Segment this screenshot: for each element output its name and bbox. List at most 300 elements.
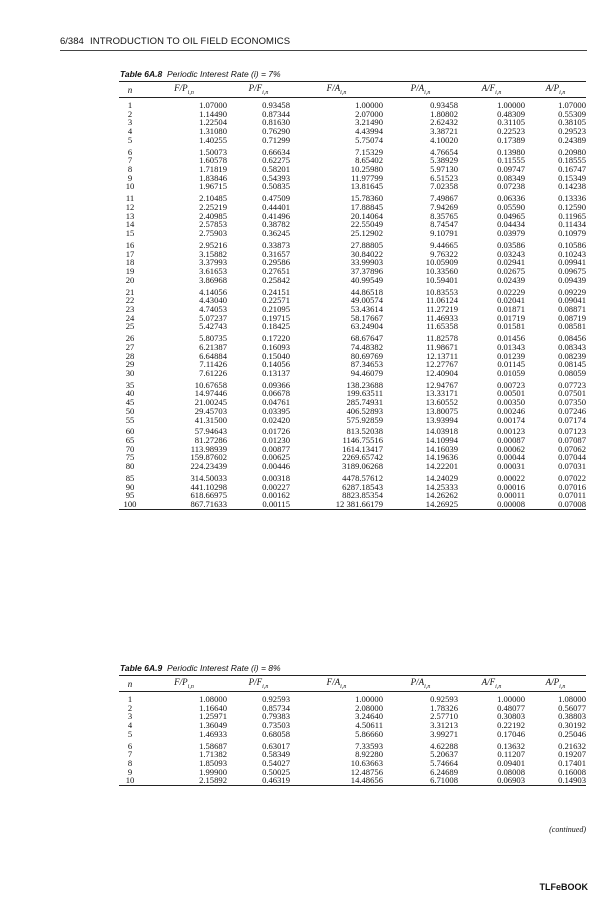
factor-cell: 44.86518 (350, 286, 383, 297)
factor-cell: 0.00625 (262, 452, 290, 463)
factor-cell: 0.85734 (262, 702, 290, 713)
factor-cell: 0.21632 (558, 740, 586, 751)
factor-cell: 40.99549 (350, 274, 383, 285)
factor-cell: 0.00008 (458, 500, 525, 509)
factor-cell: 0.00022 (497, 473, 525, 483)
factor-cell: 0.00446 (262, 461, 290, 472)
factor-cell: 1.08000 (558, 694, 586, 704)
factor-cell: 0.09229 (558, 286, 586, 297)
factor-cell: 25.12902 (350, 228, 383, 238)
factor-cell: 0.81630 (262, 117, 290, 128)
period-cell: 21 (125, 286, 135, 297)
factor-cell: 0.58349 (262, 749, 290, 760)
factor-cell: 0.19715 (262, 312, 290, 323)
factor-cell: 6.71008 (383, 776, 458, 785)
page-number: 6/384 (60, 36, 84, 47)
factor-cell: 0.01719 (497, 312, 525, 323)
factor-cell: 0.00174 (497, 414, 525, 425)
factor-cell: 17.88845 (350, 201, 383, 212)
factor-cell: 0.31657 (262, 248, 290, 259)
factor-cell: 6.21387 (199, 341, 227, 352)
factor-cell: 0.29586 (262, 257, 290, 268)
factor-cell: 10.59401 (425, 274, 458, 285)
period-cell: 1 (127, 694, 133, 704)
column-header: $A/P_{i,n}$ (525, 676, 586, 692)
factor-cell: 0.12590 (558, 201, 586, 212)
factor-cell: 8.65402 (355, 155, 383, 166)
period-cell: 5 (127, 134, 133, 145)
column-subscript: i,n (340, 89, 347, 96)
factor-cell: 0.07350 (558, 397, 586, 408)
factor-cell: 0.13632 (497, 740, 525, 751)
period-cell: 8 (127, 758, 133, 768)
column-header: $F/A_{i,n}$ (290, 676, 383, 692)
table-row (119, 182, 586, 191)
factor-cell: 0.07123 (558, 426, 586, 437)
factor-cell: 14.97446 (194, 388, 227, 399)
column-header: n (119, 676, 141, 692)
table-row (119, 416, 586, 425)
factor-cell: 53.43614 (350, 303, 383, 314)
factor-cell: 4.43040 (199, 295, 227, 306)
period-cell: 18 (125, 257, 135, 268)
factor-cell: 80.69769 (350, 350, 383, 361)
factor-cell: 0.48309 (497, 108, 525, 119)
factor-cell: 8.92280 (355, 749, 383, 760)
table-label: Table 6A.8 (120, 69, 163, 79)
period-cell: 100 (119, 500, 141, 509)
factor-cell: 9.10791 (430, 228, 458, 238)
factor-cell: 4.62288 (430, 740, 458, 751)
factor-cell: 7.61226 (199, 367, 227, 378)
factor-cell: 0.07031 (558, 461, 586, 472)
factor-cell: 0.02675 (497, 265, 525, 276)
factor-cell: 11.27219 (426, 303, 458, 314)
factor-cell: 0.62275 (262, 155, 290, 166)
period-cell: 4 (127, 126, 133, 137)
factor-cell: 0.11207 (497, 749, 525, 760)
factor-cell: 49.00574 (350, 295, 383, 306)
factor-cell: 0.54027 (262, 758, 290, 768)
factor-cell: 0.06678 (262, 388, 290, 399)
factor-cell: 12.13711 (426, 350, 458, 361)
interest-table-8pct (119, 675, 586, 786)
period-cell: 17 (125, 248, 135, 259)
factor-cell: 13.81645 (350, 181, 383, 192)
factor-cell: 2.25219 (199, 201, 227, 212)
factor-cell: 27.88805 (350, 239, 383, 250)
factor-cell: 4478.57612 (342, 473, 383, 483)
factor-cell: 0.66634 (262, 146, 290, 157)
factor-cell: 13.33171 (425, 388, 458, 399)
factor-cell: 0.93458 (430, 100, 458, 110)
table-caption (120, 69, 281, 79)
factor-cell: 0.00877 (262, 443, 290, 454)
factor-cell: 0.07062 (558, 443, 586, 454)
factor-cell: 2.62432 (430, 117, 458, 128)
factor-cell: 0.00227 (262, 481, 290, 492)
factor-cell: 1146.75516 (342, 435, 383, 446)
factor-cell: 0.17220 (262, 333, 290, 344)
factor-cell: 4.50611 (355, 720, 383, 731)
factor-cell: 138.23688 (346, 379, 383, 390)
factor-cell: 8.35765 (430, 210, 458, 221)
column-subscript: i,n (262, 683, 269, 690)
continued-note: (continued) (549, 825, 586, 834)
factor-cell: 0.08343 (558, 341, 586, 352)
table-rate: Periodic Interest Rate (i) = 7% (166, 69, 281, 79)
factor-cell: 0.02041 (497, 295, 525, 306)
factor-cell: 0.00246 (497, 405, 525, 416)
period-cell: 29 (125, 359, 135, 370)
factor-cell: 10.05909 (425, 257, 458, 268)
factor-cell: 1614.13417 (342, 443, 383, 454)
period-cell: 11 (125, 193, 135, 204)
factor-cell: 0.16093 (262, 341, 290, 352)
period-cell: 6 (127, 740, 133, 751)
factor-cell: 0.71299 (262, 134, 290, 145)
factor-cell: 5.07237 (199, 312, 227, 323)
column-subscript: i,n (340, 683, 347, 690)
factor-cell: 0.00123 (497, 426, 525, 437)
factor-cell: 0.22571 (262, 295, 290, 306)
factor-cell: 0.17046 (497, 728, 525, 739)
factor-cell: 0.25842 (262, 274, 290, 285)
column-subscript: i,n (187, 89, 194, 96)
factor-cell: 1.14490 (199, 108, 227, 119)
factor-cell: 2.15892 (141, 776, 227, 785)
factor-cell: 0.08719 (558, 312, 586, 323)
interest-table-7pct (119, 81, 586, 510)
column-subscript: i,n (559, 89, 566, 96)
factor-cell: 8823.85354 (342, 490, 383, 501)
factor-cell: 3.31213 (430, 720, 458, 731)
factor-cell: 0.17389 (497, 134, 525, 145)
factor-cell: 94.46079 (350, 367, 383, 378)
factor-cell: 3.61653 (199, 265, 227, 276)
factor-cell: 1.71819 (199, 164, 227, 174)
factor-cell: 7.49867 (430, 193, 458, 204)
column-header: $F/P_{i,n}$ (141, 82, 227, 98)
factor-cell: 5.38929 (430, 155, 458, 166)
factor-cell: 0.18425 (262, 321, 290, 332)
factor-cell: 7.15329 (355, 146, 383, 157)
factor-cell: 0.13137 (262, 367, 290, 378)
factor-cell: 0.00318 (262, 473, 290, 483)
period-cell: 30 (125, 367, 135, 378)
factor-cell: 14.03918 (425, 426, 458, 437)
factor-cell: 0.07723 (558, 379, 586, 390)
factor-cell: 14.25333 (425, 481, 458, 492)
factor-cell: 0.07022 (558, 473, 586, 483)
column-header: $P/F_{i,n}$ (227, 82, 290, 98)
factor-cell: 9.44665 (430, 239, 458, 250)
factor-cell: 12.48756 (350, 766, 383, 777)
factor-cell: 0.46319 (227, 776, 290, 785)
period-cell: 3 (127, 711, 133, 722)
factor-cell: 11.98671 (426, 341, 458, 352)
factor-cell: 1.40255 (199, 134, 227, 145)
period-cell: 40 (125, 388, 135, 399)
factor-cell: 0.22192 (497, 720, 525, 731)
column-header: $P/A_{i,n}$ (383, 82, 458, 98)
factor-cell: 0.01230 (262, 435, 290, 446)
factor-cell: 1.96715 (199, 181, 227, 192)
factor-cell: 2269.65742 (342, 452, 383, 463)
period-cell: 75 (125, 452, 135, 463)
factor-cell: 8.74547 (430, 219, 458, 230)
factor-cell: 0.09366 (262, 379, 290, 390)
column-header: $F/P_{i,n}$ (141, 676, 227, 692)
factor-cell: 20.14064 (350, 210, 383, 221)
factor-cell: 1.46933 (199, 728, 227, 739)
factor-cell: 3.99271 (430, 728, 458, 739)
factor-cell: 12 381.66179 (290, 500, 383, 509)
factor-cell: 0.00044 (497, 452, 525, 463)
table-header-row (119, 676, 586, 692)
factor-cell: 0.08871 (558, 303, 586, 314)
factor-cell: 10.67658 (194, 379, 227, 390)
factor-cell: 2.95216 (199, 239, 227, 250)
period-cell: 27 (125, 341, 135, 352)
factor-cell: 5.97130 (430, 164, 458, 174)
footer-mark: TLFeBOOK (539, 882, 588, 892)
factor-cell: 0.38105 (558, 117, 586, 128)
column-header: $P/F_{i,n}$ (227, 676, 290, 692)
factor-cell: 0.02439 (497, 274, 525, 285)
factor-cell: 0.10586 (558, 239, 586, 250)
period-cell: 28 (125, 350, 135, 361)
factor-cell: 0.21095 (262, 303, 290, 314)
period-cell: 22 (125, 295, 135, 306)
period-cell: 10 (125, 181, 135, 192)
factor-cell: 0.00501 (497, 388, 525, 399)
factor-cell: 0.22523 (497, 126, 525, 137)
factor-cell: 0.29523 (558, 126, 586, 137)
factor-cell: 14.22201 (425, 461, 458, 472)
period-cell: 1 (127, 100, 133, 110)
factor-cell: 0.01059 (497, 367, 525, 378)
table-row (119, 322, 586, 331)
factor-cell: 0.08581 (558, 321, 586, 332)
factor-cell: 15.78360 (350, 193, 383, 204)
factor-cell: 10.83553 (425, 286, 458, 297)
factor-cell: 0.09747 (497, 164, 525, 174)
factor-cell: 0.14238 (558, 181, 586, 192)
factor-cell: 0.18555 (558, 155, 586, 166)
factor-cell: 0.55309 (558, 108, 586, 119)
period-cell: 45 (125, 397, 135, 408)
factor-cell: 0.09941 (558, 257, 586, 268)
factor-cell: 0.01581 (497, 321, 525, 332)
factor-cell: 3.24640 (355, 711, 383, 722)
factor-cell: 0.92593 (262, 694, 290, 704)
period-cell: 65 (125, 435, 135, 446)
factor-cell: 0.03979 (497, 228, 525, 238)
factor-cell: 1.07000 (199, 100, 227, 110)
factor-cell: 0.09675 (558, 265, 586, 276)
factor-cell: 0.10979 (558, 228, 586, 238)
factor-cell: 5.80735 (199, 333, 227, 344)
factor-cell: 3.86968 (199, 274, 227, 285)
factor-cell: 0.00016 (497, 481, 525, 492)
column-subscript: i,n (559, 683, 566, 690)
factor-cell: 575.92859 (346, 414, 383, 425)
factor-cell: 0.68058 (262, 728, 290, 739)
factor-cell: 0.07011 (558, 490, 586, 501)
factor-cell: 0.63017 (262, 740, 290, 751)
factor-cell: 1.99900 (199, 766, 227, 777)
factor-cell: 1.00000 (497, 694, 525, 704)
factor-cell: 1.60578 (199, 155, 227, 166)
factor-cell: 3.37993 (199, 257, 227, 268)
factor-cell: 0.02229 (497, 286, 525, 297)
factor-cell: 0.36245 (262, 228, 290, 238)
factor-cell: 0.15349 (558, 172, 586, 183)
factor-cell: 0.04434 (497, 219, 525, 230)
factor-cell: 87.34653 (350, 359, 383, 370)
factor-cell: 4.76654 (430, 146, 458, 157)
period-cell: 12 (125, 201, 135, 212)
period-cell: 35 (125, 379, 135, 390)
factor-cell: 0.02420 (262, 414, 290, 425)
factor-cell: 0.48077 (497, 702, 525, 713)
factor-cell: 0.00087 (497, 435, 525, 446)
factor-cell: 11.46933 (426, 312, 458, 323)
factor-cell: 0.08349 (497, 172, 525, 183)
factor-cell: 4.74053 (199, 303, 227, 314)
factor-cell: 0.25046 (558, 728, 586, 739)
factor-cell: 4.10020 (430, 134, 458, 145)
factor-cell: 6.24689 (430, 766, 458, 777)
factor-cell: 0.76290 (262, 126, 290, 137)
period-cell: 16 (125, 239, 135, 250)
period-cell: 9 (127, 766, 133, 777)
factor-cell: 0.24151 (262, 286, 290, 297)
factor-cell: 6287.18543 (342, 481, 383, 492)
factor-cell: 285.74931 (346, 397, 383, 408)
factor-cell: 1.00000 (497, 100, 525, 110)
factor-cell: 0.31105 (497, 117, 525, 128)
period-cell: 26 (125, 333, 135, 344)
factor-cell: 0.00011 (497, 490, 525, 501)
factor-cell: 6.51523 (430, 172, 458, 183)
period-cell: 13 (125, 210, 135, 221)
factor-cell: 0.06903 (458, 776, 525, 785)
factor-cell: 14.48656 (290, 776, 383, 785)
period-cell: 15 (125, 228, 135, 238)
factor-cell: 0.00723 (497, 379, 525, 390)
factor-cell: 0.00350 (497, 397, 525, 408)
factor-cell: 0.00031 (497, 461, 525, 472)
factor-cell: 7.02358 (430, 181, 458, 192)
factor-cell: 12.40904 (425, 367, 458, 378)
factor-cell: 0.30803 (497, 711, 525, 722)
factor-cell: 1.80802 (430, 108, 458, 119)
column-subscript: i,n (187, 683, 194, 690)
factor-cell: 1.85093 (199, 758, 227, 768)
factor-cell: 0.07008 (525, 500, 586, 509)
table-row (119, 369, 586, 378)
factor-cell: 0.07044 (558, 452, 586, 463)
factor-cell: 74.48382 (350, 341, 383, 352)
factor-cell: 37.37896 (350, 265, 383, 276)
factor-cell: 0.07174 (558, 414, 586, 425)
period-cell: 19 (125, 265, 135, 276)
factor-cell: 0.06336 (497, 193, 525, 204)
factor-cell: 1.16640 (199, 702, 227, 713)
factor-cell: 0.16747 (558, 164, 586, 174)
factor-cell: 14.26262 (425, 490, 458, 501)
factor-cell: 5.74664 (430, 758, 458, 768)
factor-cell: 3.21490 (355, 117, 383, 128)
factor-cell: 57.94643 (194, 426, 227, 437)
factor-cell: 0.01726 (262, 426, 290, 437)
factor-cell: 13.93994 (425, 414, 458, 425)
period-cell: 95 (125, 490, 135, 501)
factor-cell: 0.05590 (497, 201, 525, 212)
period-cell: 6 (127, 146, 133, 157)
period-cell: 8 (127, 164, 133, 174)
factor-cell: 0.09041 (558, 295, 586, 306)
column-header: $A/P_{i,n}$ (525, 82, 586, 98)
factor-cell: 1.00000 (355, 694, 383, 704)
factor-cell: 1.83846 (199, 172, 227, 183)
factor-cell: 0.10243 (558, 248, 586, 259)
factor-cell: 0.00162 (262, 490, 290, 501)
period-cell: 3 (127, 117, 133, 128)
table-rate: Periodic Interest Rate (i) = 8% (166, 663, 281, 673)
period-cell: 55 (125, 414, 135, 425)
factor-cell: 0.14056 (262, 359, 290, 370)
factor-cell: 0.07087 (558, 435, 586, 446)
table-row (119, 462, 586, 471)
factor-cell: 0.30192 (558, 720, 586, 731)
factor-cell: 10.33560 (425, 265, 458, 276)
table-row (119, 730, 586, 739)
factor-cell: 4.14056 (199, 286, 227, 297)
factor-cell: 29.45703 (194, 405, 227, 416)
factor-cell: 5.20637 (430, 749, 458, 760)
table-row (119, 229, 586, 238)
column-subscript: i,n (495, 89, 502, 96)
factor-cell: 3.15882 (199, 248, 227, 259)
factor-cell: 0.54393 (262, 172, 290, 183)
factor-cell: 0.92593 (430, 694, 458, 704)
period-cell: 10 (119, 776, 141, 785)
column-header: $F/A_{i,n}$ (290, 82, 383, 98)
factor-cell: 867.71633 (141, 500, 227, 509)
factor-cell: 0.00115 (227, 500, 290, 509)
factor-cell: 0.01871 (497, 303, 525, 314)
factor-cell: 0.13980 (497, 146, 525, 157)
factor-cell: 0.02941 (497, 257, 525, 268)
factor-cell: 0.19207 (558, 749, 586, 760)
column-header: $P/A_{i,n}$ (383, 676, 458, 692)
factor-cell: 2.08000 (355, 702, 383, 713)
table-row (119, 776, 586, 785)
factor-cell: 33.99903 (350, 257, 383, 268)
factor-cell: 0.11965 (558, 210, 586, 221)
factor-cell: 0.50835 (262, 181, 290, 192)
factor-cell: 0.58201 (262, 164, 290, 174)
factor-cell: 0.87344 (262, 108, 290, 119)
period-cell: 23 (125, 303, 135, 314)
factor-cell: 0.24389 (558, 134, 586, 145)
factor-cell: 0.01239 (497, 350, 525, 361)
factor-cell: 0.07501 (558, 388, 586, 399)
period-cell: 70 (125, 443, 135, 454)
